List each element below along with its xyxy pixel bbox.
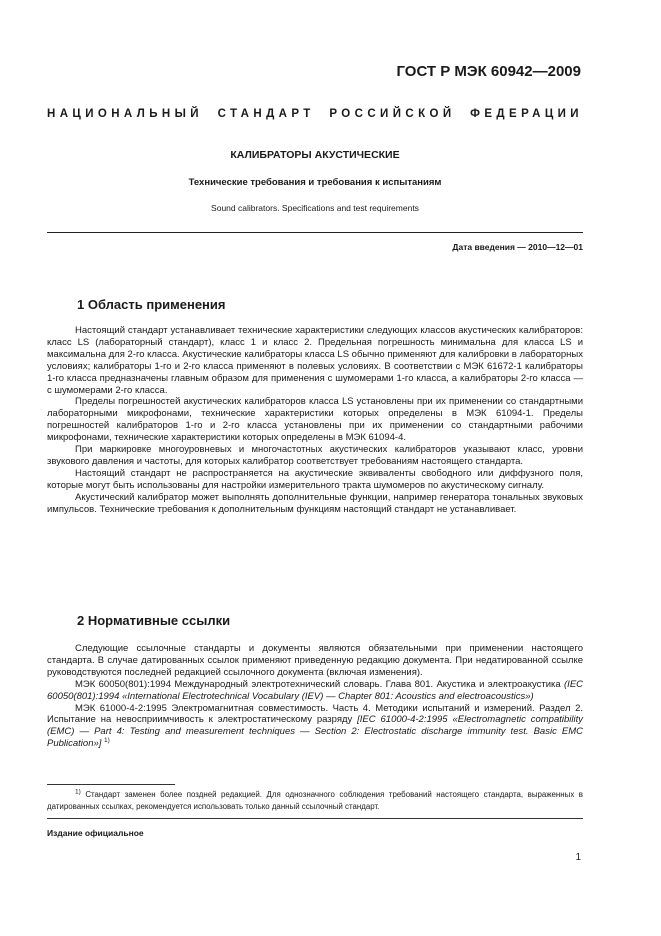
paragraph: Акустический калибратор может выполнять дополнительные функции, например генератора тональных звуковых импульсов. Технические требования к дополнительным функциям настоящий стандарт не устанавливает. — [47, 491, 583, 515]
paragraph: Настоящий стандарт не распространяется на акустические эквиваленты свободного или диффузного поля, которые могут быть использованы для настройки измерительного тракта шумомеров по акустическому сигналу. — [47, 467, 583, 491]
footer-divider — [47, 818, 583, 819]
footnote-text: Стандарт заменен более поздней редакцией. Для однозначного соблюдения требований настоящего стандарта, выраженных в датированных ссылках, рекомендуется использовать только данный ссылочный стандарт. — [47, 790, 583, 811]
footnote — [47, 789, 583, 812]
reference-original-title: [IEC 61000-4-2:1995 «Electromagnetic compatibility (EMC) — Part 4: Testing and measurement techniques — Section 2: Electrostatic discharge immunity test. Basic EMC Publication»] — [47, 714, 583, 750]
footnote-marker[interactable]: 1) — [104, 737, 110, 745]
document-title: КАЛИБРАТОРЫ АКУСТИЧЕСКИЕ — [230, 149, 400, 161]
paragraph: Следующие ссылочные стандарты и документы являются обязательными при применении настоящего стандарта. В случае датированных ссылок применяют приведенную редакцию документа. При недатированной ссылке руководствуются последней редакцией ссылочного документа (включая изменения). — [47, 643, 583, 678]
banner-word: НАЦИОНАЛЬНЫЙ — [47, 108, 203, 120]
section-2-body — [47, 643, 583, 750]
reference-original-title: (IEC 60050(801):1994 «International Electrotechnical Vocabulary (IEV) — Chapter 801: Acoustics and electroacoustics») — [47, 678, 584, 702]
section-2-heading: 2 Нормативные ссылки — [77, 613, 231, 628]
banner-word: ФЕДЕРАЦИИ — [470, 108, 583, 120]
section-1-heading: 1 Область применения — [77, 297, 226, 312]
national-standard-banner — [47, 108, 583, 120]
page-number: 1 — [575, 852, 581, 863]
document-code: ГОСТ Р МЭК 60942—2009 — [396, 63, 581, 80]
english-title: Sound calibrators. Specifications and test requirements — [211, 203, 419, 213]
edition-label: Издание официальное — [47, 828, 144, 838]
footnote-divider — [47, 784, 175, 785]
paragraph: Пределы погрешностей акустических калибраторов класса LS установлены при их применении со стандартными лабораторными микрофонами, технические характеристики которых определены в МЭК 61094-1. Пределы погрешностей калибраторов 1-го и 2-го класса установлены при их применении со стандартными рабочими микрофонами, технические характеристики которых определены в МЭК 61094-4. — [47, 396, 583, 444]
title-divider — [47, 232, 583, 233]
reference-entry — [47, 679, 583, 703]
document-subtitle: Технические требования и требования к испытаниям — [188, 177, 442, 188]
banner-word: РОССИЙСКОЙ — [329, 108, 456, 120]
footnote-mark: 1) — [75, 788, 81, 796]
section-1-body — [47, 325, 583, 516]
reference-text: МЭК 60050(801):1994 Международный электротехнический словарь. Глава 801. Акустика и электроакустика — [75, 678, 561, 690]
paragraph: Настоящий стандарт устанавливает технические характеристики следующих классов акустических калибраторов: класс LS (лабораторный стандарт), класс 1 и класс 2. Предельная погрешность минимальна для класса LS и максимальна для 2-го класса. Акустические калибраторы класса LS обычно применяют для калибровки в лабораторных условиях; калибраторы 1-го и 2-го класса применяют в полевых условиях. В соответствии с МЭК 61672-1 калибраторы 1-го класса предназначены главным образом для применения с шумомерами 1-го класса, а калибраторы 2-го класса — с шумомерами 2-го класса. — [47, 325, 583, 396]
paragraph: При маркировке многоуровневых и многочастотных акустических калибраторов указывают класс, уровни звукового давления и частоты, для которых калибратор соответствует требованиям настоящего стандарта. — [47, 444, 583, 467]
introduction-date: Дата введения — 2010—12—01 — [452, 242, 583, 252]
banner-word: СТАНДАРТ — [217, 108, 315, 120]
reference-text: МЭК 61000-4-2:1995 Электромагнитная совместимость. Часть 4. Методики испытаний и измерений. Раздел 2. Испытание на невосприимчивость к электростатическому разряду — [47, 702, 583, 726]
reference-entry — [47, 703, 583, 751]
